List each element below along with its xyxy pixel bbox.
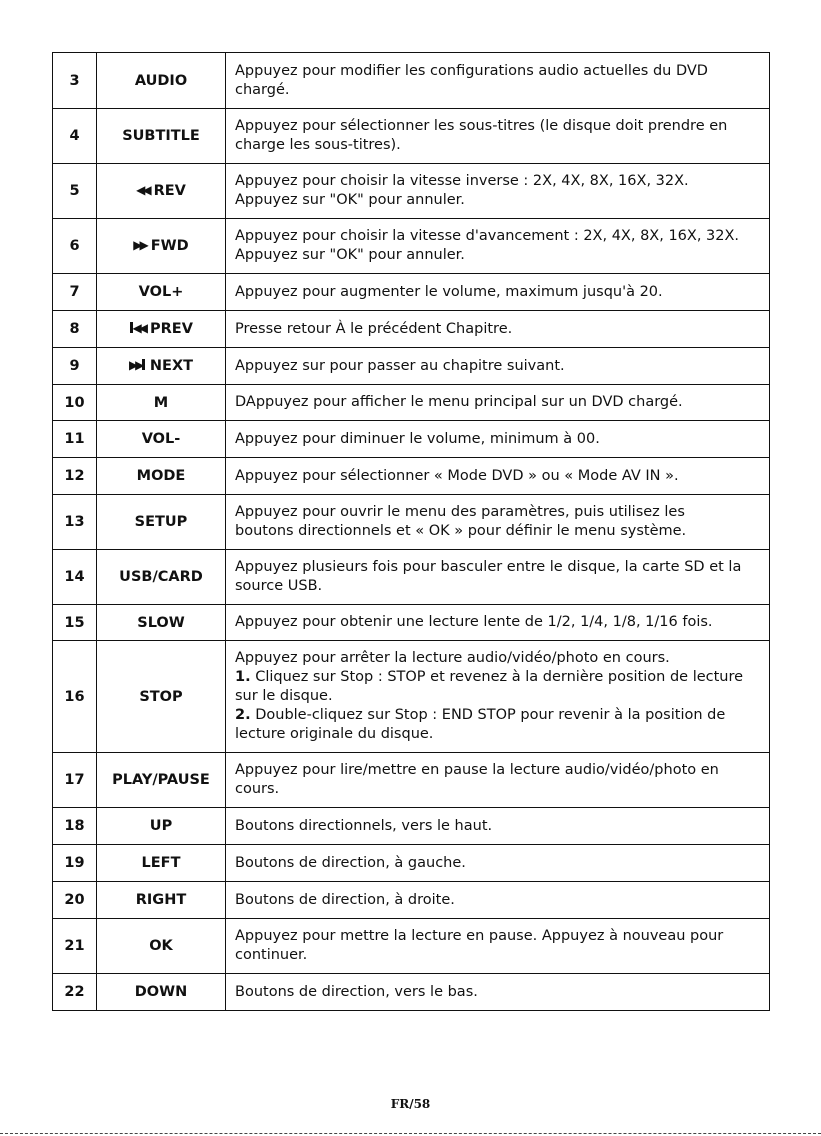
description-line: Appuyez pour choisir la vitesse inverse : 2X, 4X, 8X, 16X, 32X. [235,173,689,189]
row-number: 9 [53,348,97,385]
button-name: LEFT [141,855,181,871]
table-row [53,845,770,882]
button-name-cell [97,311,226,348]
table-row [53,164,770,219]
fast-forward-icon: ▶▶ [133,238,146,252]
button-name: RIGHT [135,892,187,908]
table-row [53,458,770,495]
button-name: VOL- [141,431,181,447]
button-name-cell [97,550,226,605]
button-name: USB/CARD [119,569,203,585]
table-row [53,974,770,1011]
description-line: Appuyez sur "OK" pour annuler. [235,247,465,263]
description-line: Appuyez pour arrêter la lecture audio/vidéo/photo en cours. [235,650,670,666]
description-cell [226,845,770,882]
description-line: DAppuyez pour afficher le menu principal sur un DVD chargé. [235,394,683,410]
table-row [53,605,770,641]
description-line: Boutons de direction, à gauche. [235,854,466,871]
description-cell [226,808,770,845]
description-line: Appuyez pour ouvrir le menu des paramètres, puis utilisez les [235,504,685,520]
description-line: Appuyez pour lire/mettre en pause la lecture audio/vidéo/photo en [235,762,719,778]
description-line: Appuyez sur pour passer au chapitre suivant. [235,357,565,374]
button-name-cell [97,109,226,164]
button-name-cell [97,385,226,421]
description-line: Appuyez pour sélectionner les sous-titres (le disque doit prendre en [235,118,728,134]
description-line: source USB. [235,578,323,594]
row-number: 8 [53,311,97,348]
table-row [53,882,770,919]
description-cell [226,164,770,219]
description-line: cours. [235,781,280,797]
description-cell [226,974,770,1011]
description-line: Appuyez pour diminuer le volume, minimum à 00. [235,430,600,447]
description-line: boutons directionnels et « OK » pour définir le menu système. [235,523,687,539]
step-text: Cliquez sur Stop : STOP et revenez à la dernière position de lecture [255,669,744,685]
button-name-cell [97,808,226,845]
row-number: 21 [53,919,97,974]
description-line: Appuyez pour augmenter le volume, maximum jusqu'à 20. [235,283,663,300]
table-row [53,495,770,550]
description-line: Presse retour À le précédent Chapitre. [235,320,513,337]
description-cell [226,550,770,605]
button-name: VOL+ [138,284,184,300]
row-number: 13 [53,495,97,550]
description-cell [226,882,770,919]
skip-previous-icon: ◀◀ [129,321,145,335]
button-name: NEXT [149,358,194,374]
button-name-cell [97,274,226,311]
description-line: Appuyez pour modifier les configurations audio actuelles du DVD [235,62,708,79]
step-continuation: sur le disque. [235,688,333,704]
description-cell [226,274,770,311]
button-name: PLAY/PAUSE [112,772,210,788]
step-continuation: lecture originale du disque. [235,726,434,742]
button-name: MODE [136,468,186,484]
button-name-cell [97,495,226,550]
table-row [53,550,770,605]
button-name-cell [97,919,226,974]
row-number: 16 [53,641,97,753]
row-number: 17 [53,753,97,808]
description-line: Appuyez plusieurs fois pour basculer entre le disque, la carte SD et la [235,559,742,575]
row-number: 18 [53,808,97,845]
description-cell [226,641,770,753]
description-cell [226,311,770,348]
table-row [53,753,770,808]
table-row [53,641,770,753]
description-line: Appuyez sur "OK" pour annuler. [235,192,465,208]
button-name: DOWN [134,984,188,1000]
description-cell [226,919,770,974]
row-number: 12 [53,458,97,495]
table-row [53,109,770,164]
button-name: OK [149,938,173,954]
row-number: 7 [53,274,97,311]
button-name: SETUP [134,514,188,530]
button-name-cell [97,605,226,641]
button-name-cell [97,753,226,808]
button-name-cell [97,219,226,274]
button-name: PREV [150,321,193,337]
description-cell [226,348,770,385]
button-name-cell [97,53,226,109]
button-name-cell [97,882,226,919]
button-name-cell [97,974,226,1011]
table-row [53,219,770,274]
bottom-rule [0,1133,821,1134]
button-name: FWD [150,238,189,254]
row-number: 10 [53,385,97,421]
row-number: 5 [53,164,97,219]
table-row [53,348,770,385]
description-cell [226,458,770,495]
description-line: chargé. [235,81,290,98]
button-name: AUDIO [134,72,188,89]
description-cell [226,495,770,550]
button-name-cell [97,458,226,495]
button-name-cell [97,164,226,219]
description-cell [226,385,770,421]
table-row [53,385,770,421]
description-cell [226,109,770,164]
description-cell [226,53,770,109]
description-cell [226,219,770,274]
description-cell [226,421,770,458]
button-name: STOP [139,688,183,705]
table-row [53,421,770,458]
button-name: SUBTITLE [122,128,200,144]
page-number: FR/58 [390,1097,431,1111]
description-line: continuer. [235,947,308,963]
step-text: Double-cliquez sur Stop : END STOP pour revenir à la position de [255,707,726,723]
button-name: REV [153,183,186,199]
row-number: 4 [53,109,97,164]
rewind-icon: ◀◀ [136,183,149,197]
table-row [53,919,770,974]
description-line: Boutons de direction, vers le bas. [235,983,478,1000]
skip-next-icon: ▶▶ [129,358,145,372]
table-row [53,808,770,845]
row-number: 19 [53,845,97,882]
button-name: M [153,394,169,411]
description-cell [226,753,770,808]
table-row [53,311,770,348]
description-line: Appuyez pour sélectionner « Mode DVD » ou « Mode AV IN ». [235,467,679,484]
description-line: Boutons directionnels, vers le haut. [235,817,493,834]
button-name-cell [97,845,226,882]
remote-buttons-table [52,52,770,1011]
row-number: 14 [53,550,97,605]
button-name: UP [149,818,173,834]
step-label: 1. [235,669,251,685]
step-label: 2. [235,707,251,723]
description-line: charge les sous-titres). [235,137,401,153]
row-number: 6 [53,219,97,274]
button-name-cell [97,421,226,458]
description-line: Appuyez pour mettre la lecture en pause. Appuyez à nouveau pour [235,928,724,944]
row-number: 22 [53,974,97,1011]
step-line [235,668,761,687]
table-row [53,274,770,311]
description-line: Boutons de direction, à droite. [235,891,455,908]
description-cell [226,605,770,641]
description-line: Appuyez pour obtenir une lecture lente de 1/2, 1/4, 1/8, 1/16 fois. [235,614,713,630]
row-number: 20 [53,882,97,919]
row-number: 11 [53,421,97,458]
step-line [235,706,761,725]
button-name-cell [97,641,226,753]
table-row [53,53,770,109]
row-number: 15 [53,605,97,641]
description-line: Appuyez pour choisir la vitesse d'avancement : 2X, 4X, 8X, 16X, 32X. [235,228,740,244]
button-name-cell [97,348,226,385]
button-name: SLOW [137,614,185,631]
row-number: 3 [53,53,97,109]
table-body [53,53,770,1011]
